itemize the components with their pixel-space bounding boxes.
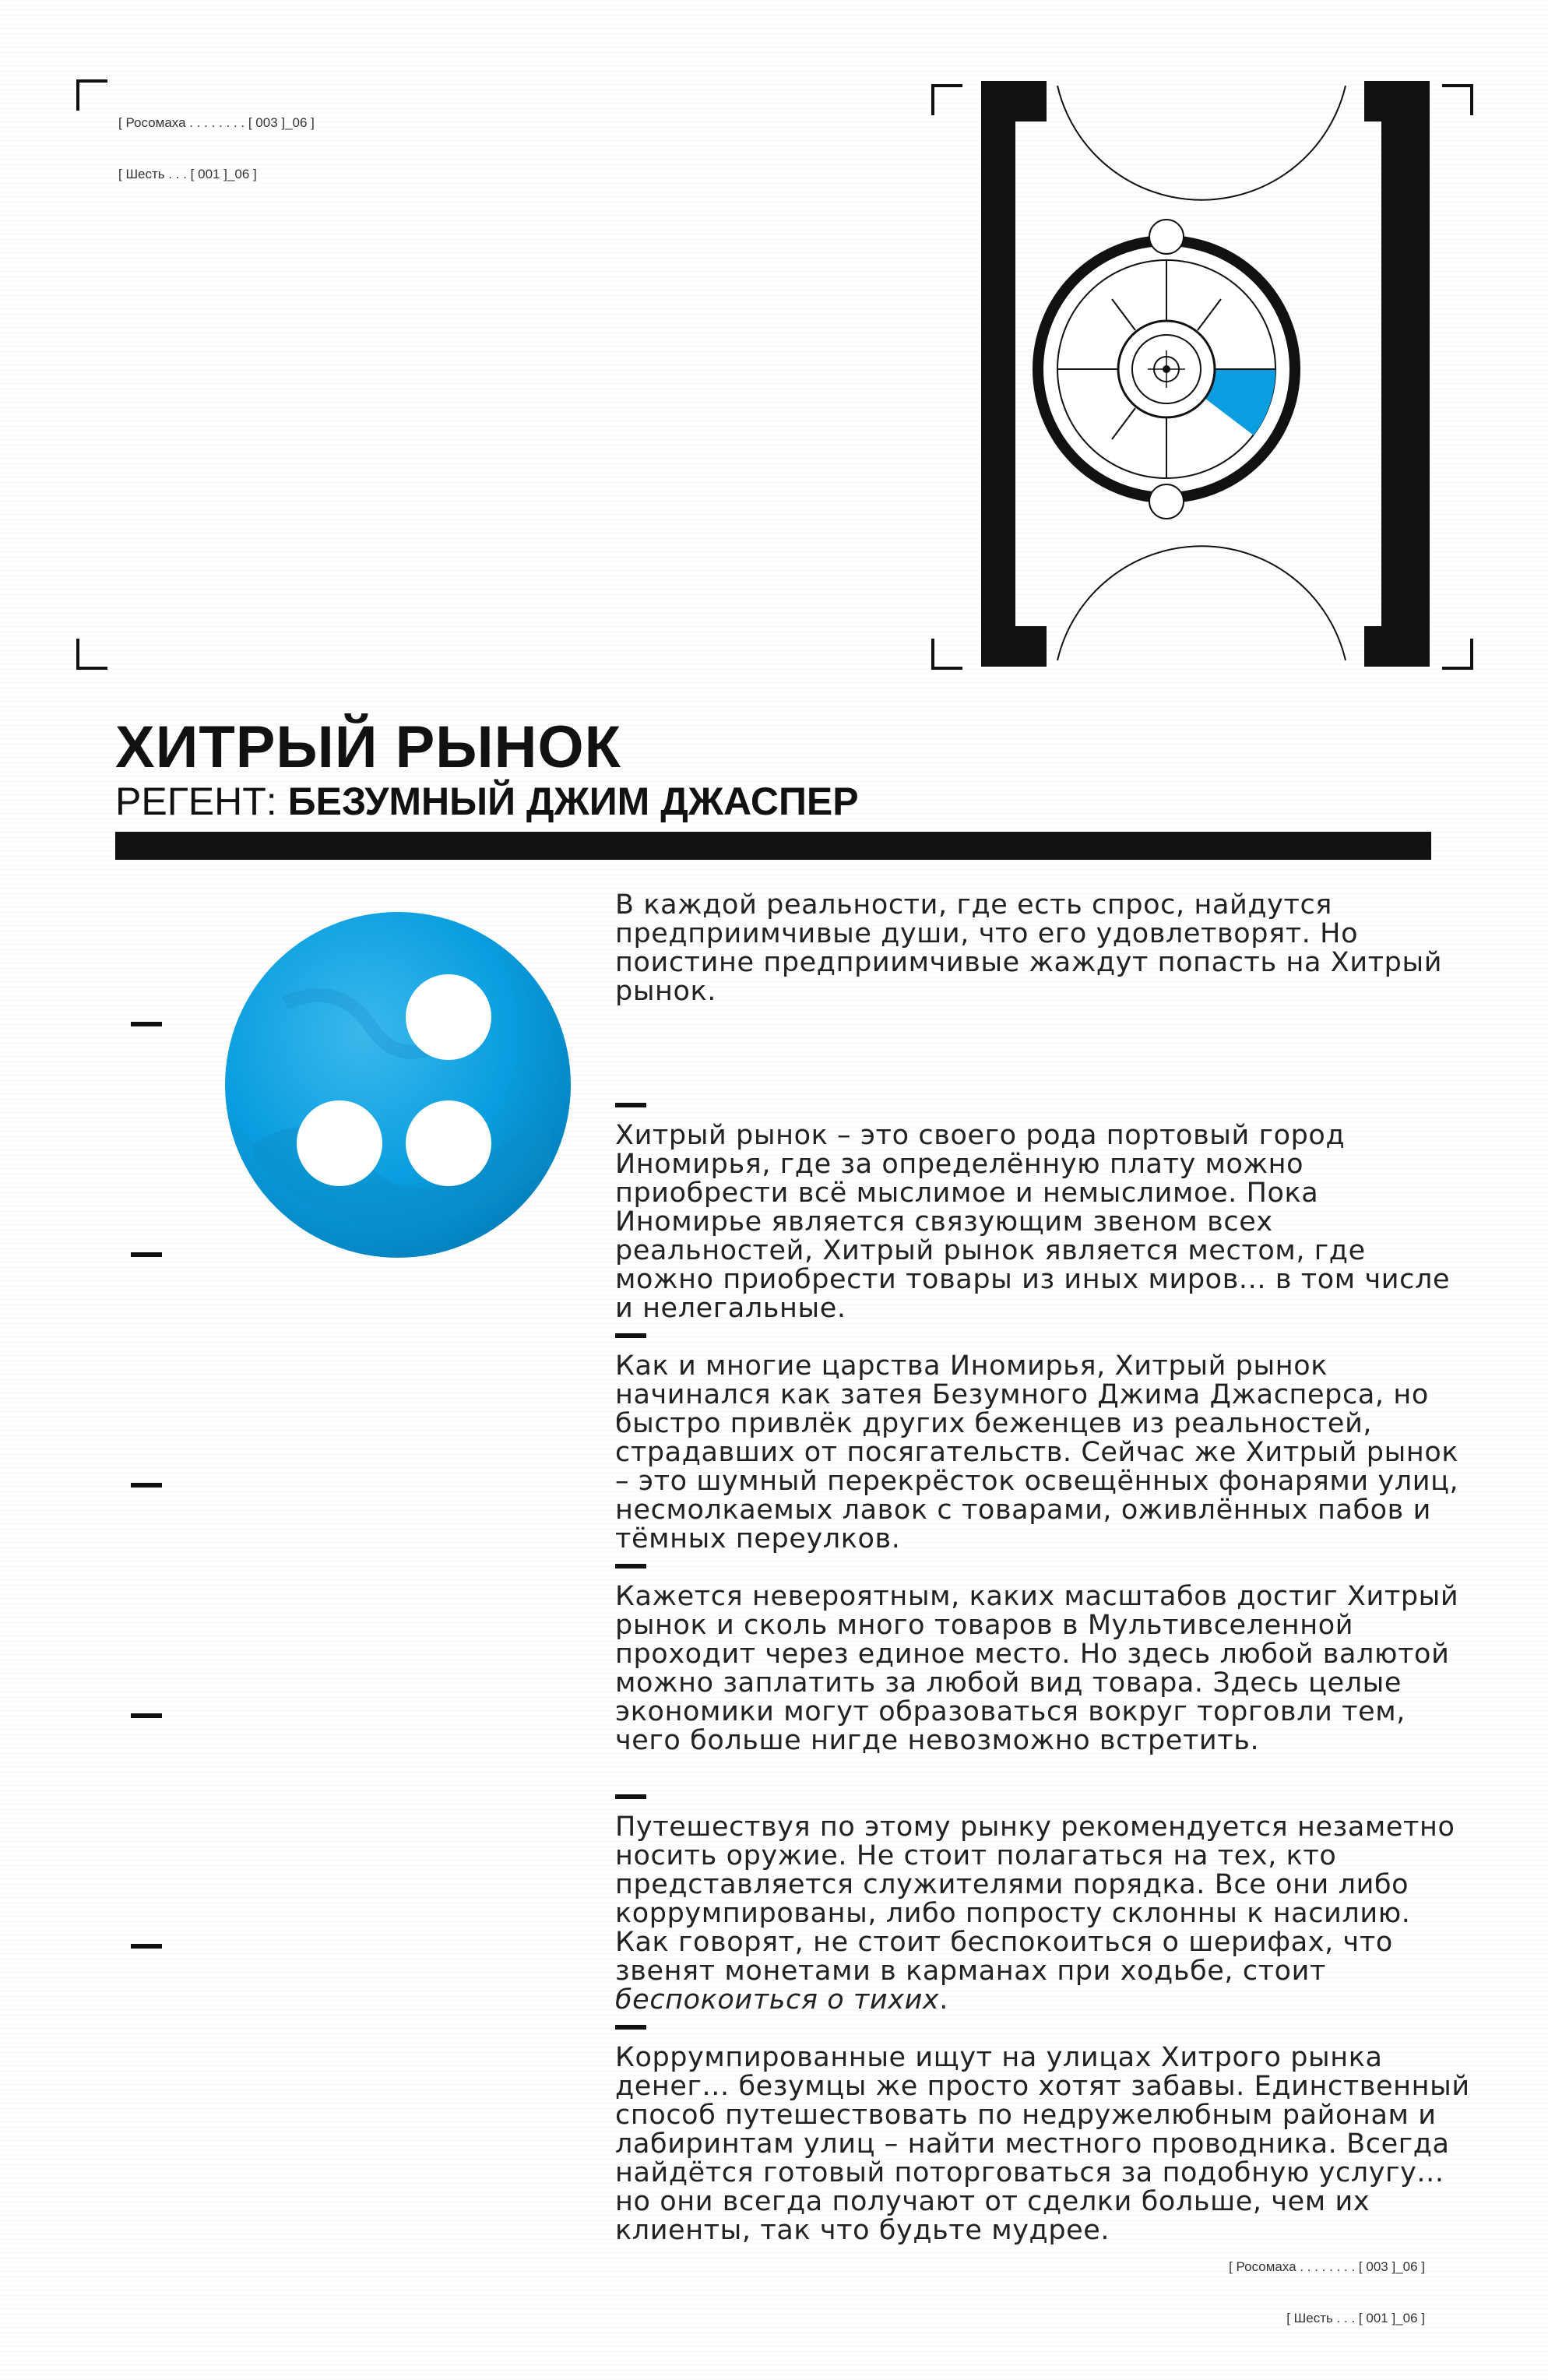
- regent-label: РЕГЕНТ:: [115, 780, 288, 823]
- paragraph: В каждой реальности, где есть спрос, найдутся предприимчивые души, что его удовлетворят. Но поистине предприимчивые жаждут попасть на Хитрый рынок.: [615, 889, 1443, 1007]
- paragraph-end: .: [939, 1984, 948, 2016]
- gauge-corner-bottom-left: [931, 639, 962, 670]
- gauge-corner-bottom-right: [1442, 639, 1473, 670]
- paragraph: [615, 1811, 1479, 2016]
- paragraph-text: Путешествуя по этому рынку рекомендуется незаметно носить оружие. Не стоит полагаться на тех, кто представляется служителями порядка. Все они либо коррумпированы, либо попросту склонны к насилию. Как говорят, не стоит беспокоиться о шерифах, что звенят монетами в карманах при ходьбе, стоит: [615, 1811, 1455, 1987]
- paragraph: Как и многие царства Иномирья, Хитрый рынок начинался как затея Безумного Джима Джасперса, но быстро привлёк других беженцев из реальностей, страдавших от посягательств. Сейчас же Хитрый рынок – это шумный перекрёсток освещённых фонарями улиц, несмолкаемых лавок с товарами, оживлённых пабов и тёмных переулков.: [615, 1350, 1459, 1554]
- header-reference-line-1: [ Росомаха . . . . . . . . [ 003 ]_06 ]: [118, 115, 315, 130]
- footer-reference-line-2: [ Шесть . . . [ 001 ]_06 ]: [1286, 2311, 1425, 2325]
- realm-emblem-icon: [223, 910, 573, 1260]
- margin-dash: [131, 1944, 162, 1949]
- paragraph-separator: [615, 1321, 1479, 1352]
- gauge-corner-top-left: [931, 84, 962, 115]
- paragraph-separator: [615, 1090, 1479, 1121]
- gauge-corner-top-right: [1442, 84, 1473, 115]
- header-reference-line-2: [ Шесть . . . [ 001 ]_06 ]: [118, 167, 257, 181]
- paragraph: Кажется невероятным, каких масштабов достиг Хитрый рынок и сколь много товаров в Мультивселенной проходит через единое место. Но здесь любой валютой можно заплатить за любой вид товара. Здесь целые экономики могут образоваться вокруг торговли тем, чего больше нигде невозможно встретить.: [615, 1581, 1459, 1756]
- paragraph-separator: [615, 1551, 1479, 1583]
- footer-reference: [1229, 2224, 1425, 2344]
- frame-corner-bottom-left: [76, 639, 107, 670]
- footer-reference-line-1: [ Росомаха . . . . . . . . [ 003 ]_06 ]: [1229, 2259, 1425, 2274]
- paragraph-separator: [615, 1782, 1479, 1813]
- paragraph: Коррумпированные ищут на улицах Хитрого рынка денег... безумцы же просто хотят забавы. Единственный способ путешествовать по недружелюбным районам и лабиринтам улиц – найти местного проводника. Всегда найдётся готовый поторговаться за подобную услугу... но они всегда получают от сделки больше, чем их клиенты, так что будьте мудрее.: [615, 2042, 1470, 2246]
- margin-dash: [131, 1022, 162, 1026]
- regent-name: БЕЗУМНЫЙ ДЖИМ ДЖАСПЕР: [287, 780, 859, 823]
- margin-dash: [131, 1252, 162, 1257]
- article-body: [615, 889, 1479, 2246]
- gauge-right-bar: [1381, 81, 1422, 665]
- title-rule: [115, 832, 1431, 860]
- paragraph-separator: [615, 2012, 1479, 2044]
- header-reference: [118, 80, 315, 200]
- regent-line: [115, 779, 859, 824]
- paragraph: Хитрый рынок – это своего рода портовый город Иномирья, где за определённую плату можно приобрести всё мыслимое и немыслимое. Пока Иномирье является связующим звеном всех реальностей, Хитрый рынок является местом, где можно приобрести товары из иных миров... в том числе и нелегальные.: [615, 1120, 1451, 1324]
- paragraph-emphasis: беспокоиться о тихих: [615, 1984, 940, 2016]
- margin-dash: [131, 1713, 162, 1718]
- margin-dash: [131, 1483, 162, 1488]
- dimensional-gauge-icon: [972, 81, 1439, 673]
- frame-corner-top-left: [76, 79, 107, 111]
- page-title: ХИТРЫЙ РЫНОК: [115, 714, 622, 780]
